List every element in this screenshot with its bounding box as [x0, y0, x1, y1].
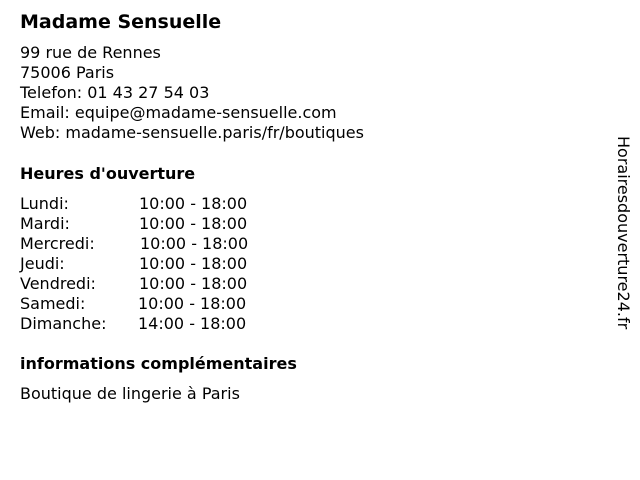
hours-row-thursday	[20, 254, 320, 274]
website-address: Web: madame-sensuelle.paris/fr/boutiques	[20, 123, 364, 142]
time-range: 10:00 - 18:00	[139, 274, 248, 293]
hours-row-saturday	[20, 294, 320, 314]
day-label: Dimanche:	[20, 314, 107, 333]
day-label: Jeudi:	[20, 254, 65, 273]
time-range: 10:00 - 18:00	[139, 194, 248, 213]
email-address: Email: equipe@madame-sensuelle.com	[20, 103, 337, 122]
hours-row-wednesday	[20, 234, 320, 254]
day-label: Mardi:	[20, 214, 70, 233]
additional-info-heading: informations complémentaires	[20, 354, 297, 373]
opening-hours-heading: Heures d'ouverture	[20, 164, 196, 183]
phone-number: Telefon: 01 43 27 54 03	[20, 83, 210, 102]
day-label: Vendredi:	[20, 274, 96, 293]
site-brand-text: Horairesdouverture24.fr	[614, 136, 633, 330]
address-street: 99 rue de Rennes	[20, 43, 161, 62]
day-label: Samedi:	[20, 294, 86, 313]
time-range: 10:00 - 18:00	[139, 214, 248, 233]
hours-row-sunday	[20, 314, 320, 334]
hours-row-friday	[20, 274, 320, 294]
business-name: Madame Sensuelle	[20, 11, 222, 33]
additional-info-text: Boutique de lingerie à Paris	[20, 384, 240, 403]
opening-hours-table	[20, 194, 320, 334]
site-brand-watermark	[612, 136, 634, 346]
time-range: 10:00 - 18:00	[139, 254, 248, 273]
time-range: 10:00 - 18:00	[140, 234, 249, 253]
hours-row-monday	[20, 194, 320, 214]
day-label: Mercredi:	[20, 234, 95, 253]
hours-row-tuesday	[20, 214, 320, 234]
time-range: 10:00 - 18:00	[138, 294, 247, 313]
address-city: 75006 Paris	[20, 63, 115, 82]
time-range: 14:00 - 18:00	[138, 314, 247, 333]
day-label: Lundi:	[20, 194, 69, 213]
contact-block	[20, 43, 364, 143]
